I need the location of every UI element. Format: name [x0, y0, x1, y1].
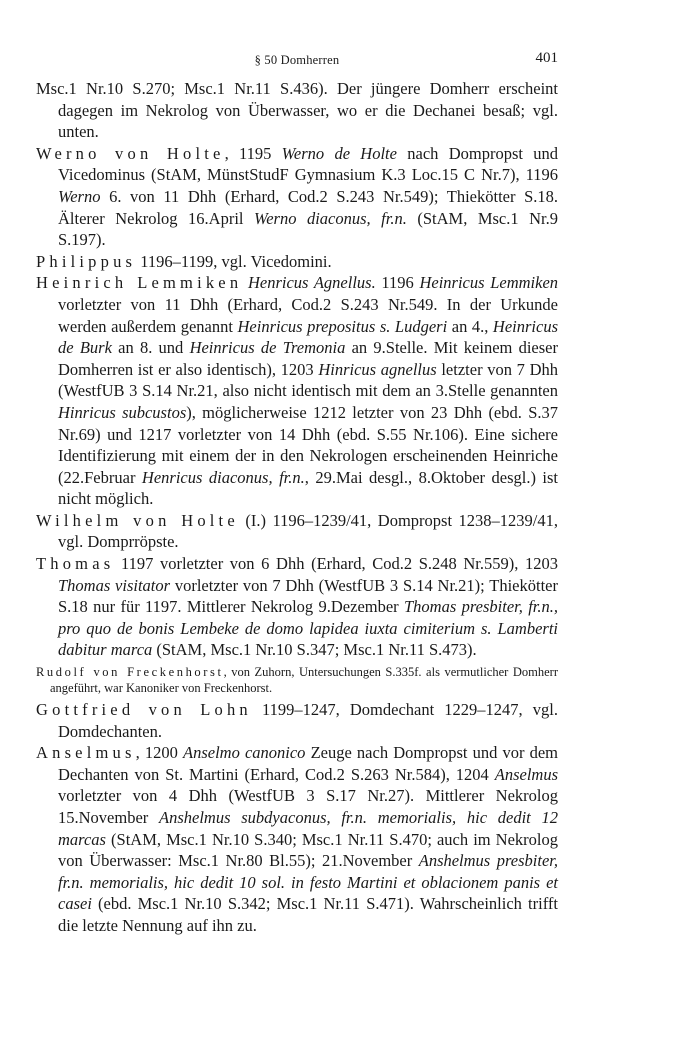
entry-text: (StAM, Msc.1 Nr.10 S.340; Msc.1 Nr.11 S.470; auch im Nekrolog von Überwasser: Msc.1 Nr.80 Bl.55); 21.November	[58, 829, 558, 871]
latin-quote: Thomas presbiter, fr.n., pro quo de bonis Lembeke de domo lapidea iuxta cimiterium s. Lamberti dabitur marca	[58, 597, 558, 660]
entry-text: 1196	[375, 273, 420, 293]
entry-name: Thomas	[36, 554, 115, 574]
entry-text: 1199–1247, Domdechant 1229–1247, vgl. Domdechanten.	[58, 700, 558, 741]
entry-text: 1196–1199, vgl. Vicedomini.	[136, 251, 332, 271]
register-entry	[36, 272, 558, 510]
footnote-entry	[36, 664, 558, 696]
entry-text: an 9.Stelle. Mit keinem dieser Domherren ist er also identisch), 1203	[58, 338, 558, 379]
entry-name: Gottfried von Lohn	[36, 700, 252, 720]
entry-text: Msc.1 Nr.10 S.270; Msc.1 Nr.11 S.436). Der jüngere Domherr erscheint dagegen im Nekrolog von Überwasser, wo er die Dechanei besaß; vgl. unten.	[36, 79, 558, 142]
entry-text: , 29.Mai desgl., 8.Oktober desgl.) ist nicht möglich.	[58, 467, 559, 509]
entry-text: nach Dompropst und Vicedominus (StAM, MünstStudF Gymnasium K.3 Loc.15 C Nr.7), 1196	[58, 143, 558, 185]
latin-quote: Heinricus Lemmiken	[419, 273, 559, 293]
entry-text: letzter von 7 Dhh (WestfUB 3 S.14 Nr.21, also nicht identisch mit dem an 3.Stelle genannten	[58, 359, 558, 401]
latin-quote: Anselmo canonico	[183, 743, 306, 763]
latin-quote: Hinricus subcustos	[58, 402, 187, 422]
entry-text: (ebd. Msc.1 Nr.10 S.342; Msc.1 Nr.11 S.471). Wahrscheinlich trifft die letzte Nennung auf ihn zu.	[58, 894, 558, 935]
document-body	[36, 78, 558, 937]
entry-name: Wilhelm von Holte	[36, 510, 239, 530]
entry-text: 1197 vorletzter von 6 Dhh (Erhard, Cod.2 S.248 Nr.559), 1203	[114, 554, 558, 574]
entry-name: Anselmus	[36, 743, 136, 763]
entry-name: Werno von Holte	[36, 143, 225, 163]
latin-quote: Heinricus de Burk	[58, 316, 558, 358]
entry-text: an 4.,	[447, 316, 493, 336]
latin-quote: Hinricus agnellus	[318, 359, 437, 379]
entry-name: Heinrich Lemmiken	[36, 273, 243, 293]
entry-text: an 8. und	[111, 338, 190, 358]
register-entry	[36, 553, 558, 661]
entry-name: Philippus	[36, 251, 137, 271]
latin-quote: Werno de Holte	[281, 143, 397, 163]
entry-text: (I.) 1196–1239/41, Dompropst 1238–1239/41, vgl. Domprröpste.	[58, 510, 558, 552]
entry-text: , 1195	[224, 143, 282, 163]
entry-text: (StAM, Msc.1 Nr.9 S.197).	[58, 208, 558, 250]
latin-quote: Anselmus	[494, 764, 558, 784]
latin-quote: Heinricus prepositus s. Ludgeri	[237, 316, 448, 336]
entry-text: vorletzter von 7 Dhh (WestfUB 3 S.14 Nr.21); Thiekötter S.18 nur für 1197. Mittlerer Nekrolog 9.Dezember	[58, 575, 558, 617]
register-entry	[36, 699, 558, 742]
entry-text: 6. von 11 Dhh (Erhard, Cod.2 S.243 Nr.549); Thiekötter S.18. Älterer Nekrolog 16.April	[58, 186, 558, 228]
latin-quote: Anshelmus subdyaconus, fr.n. memorialis, hic dedit 12 marcas	[58, 808, 558, 849]
latin-quote: Henricus Agnellus.	[247, 273, 376, 293]
latin-quote: Werno diaconus, fr.n.	[254, 208, 407, 228]
entry-text: , 1200	[135, 743, 183, 763]
entry-text: vorletzter von 11 Dhh (Erhard, Cod.2 S.243 Nr.549. In der Urkunde werden außerdem genannt	[58, 294, 558, 336]
entry-name: Rudolf von Freckenhorst	[36, 665, 224, 680]
latin-quote: Anshelmus presbiter, fr.n. memorialis, hic dedit 10 sol. in festo Martini et oblacionem panis et casei	[58, 851, 558, 914]
page-number: 401	[535, 50, 558, 66]
entry-text: , von Zuhorn, Untersuchungen S.335f. als vermutlicher Domherr angeführt, war Kanoniker von Freckenhorst.	[50, 665, 558, 696]
entry-text: Zeuge nach Dompropst und vor dem Dechanten von St. Martini (Erhard, Cod.2 S.263 Nr.584), 1204	[58, 743, 558, 784]
latin-quote: Henricus diaconus, fr.n.	[141, 467, 305, 487]
entry-text: vorletzter von 4 Dhh (WestfUB 3 S.17 Nr.27). Mittlerer Nekrolog 15.November	[58, 786, 558, 827]
running-head: § 50 Domherren	[254, 53, 340, 67]
register-entry	[36, 143, 558, 251]
register-entry	[36, 78, 558, 143]
page-header	[36, 50, 558, 72]
register-entry	[36, 251, 558, 273]
entry-text: (StAM, Msc.1 Nr.10 S.347; Msc.1 Nr.11 S.473).	[152, 640, 477, 660]
latin-quote: Thomas visitator	[58, 575, 171, 595]
register-entry	[36, 742, 558, 936]
latin-quote: Werno	[58, 186, 101, 206]
latin-quote: Heinricus de Tremonia	[189, 338, 346, 358]
register-entry	[36, 510, 558, 553]
entry-text: ), möglicherweise 1212 letzter von 23 Dhh (ebd. S.37 Nr.69) und 1217 vorletzter von 14 Dhh (ebd. S.55 Nr.106). Eine sichere Identifizierung mit einem der in den Nekrologen erscheinenden Heinriche (22.Februar	[58, 402, 559, 487]
